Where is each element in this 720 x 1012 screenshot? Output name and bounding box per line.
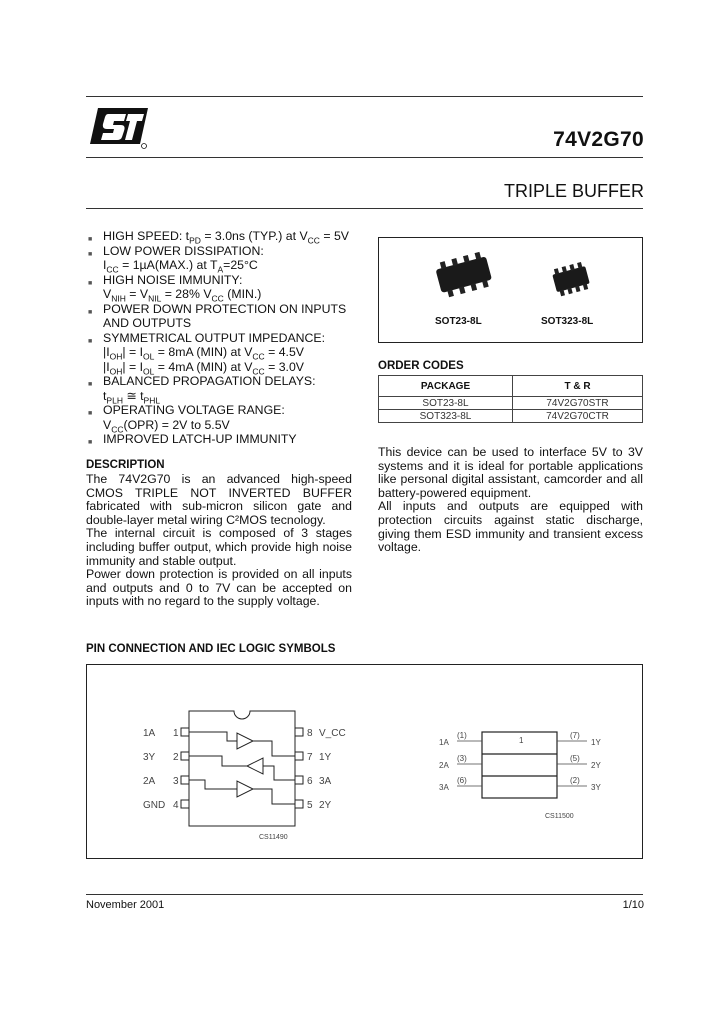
logic-input-2a: 2A [439, 761, 449, 770]
ic-outline [189, 711, 295, 826]
part-number: 74V2G70 [553, 128, 644, 151]
table-header-tr: T & R [513, 376, 643, 397]
pin-label-gnd: GND [143, 800, 166, 811]
logic-output-pin: (5) [570, 754, 580, 763]
wire [253, 789, 295, 804]
pin-label-1a: 1A [143, 728, 156, 739]
feature-item [86, 302, 358, 331]
order-codes-table [378, 375, 643, 423]
pin-box [181, 800, 189, 808]
buffer-2 [247, 758, 263, 774]
feature-line: SYMMETRICAL OUTPUT IMPEDANCE: [103, 330, 326, 345]
logic-input-1a: 1A [439, 738, 449, 747]
order-codes-title: ORDER CODES [378, 360, 464, 372]
application-paragraph: All inputs and outputs are equipped with protection circuits against static discharge, giving them ESD immunity and transient excess voltage. [378, 499, 643, 555]
pin-number-6: 6 [307, 776, 313, 787]
feature-line: POWER DOWN PROTECTION ON INPUTS [103, 301, 347, 316]
pin-label-3a: 3A [319, 776, 332, 787]
package-label-sot23: SOT23-8L [435, 316, 482, 327]
package-drawing [379, 238, 644, 344]
pin-label-2a: 2A [143, 776, 156, 787]
package-image-box [378, 237, 643, 343]
feature-item [86, 244, 358, 273]
header-rule [86, 157, 643, 158]
pin-box [181, 728, 189, 736]
description-paragraph: The internal circuit is composed of 3 stages including buffer output, which provide high noise immunity and stable output. [86, 526, 352, 568]
feature-line: $V_{NIH} = V_{NIL} = 28\%$ $V_{CC}$ (MIN.) [103, 287, 262, 304]
logic-code: CS11500 [545, 813, 574, 820]
logic-gate-label: 1 [519, 736, 524, 745]
feature-item [86, 331, 358, 375]
bullet-icon: ■ [88, 439, 93, 446]
feature-item [86, 273, 358, 302]
pin-box [295, 752, 303, 760]
wire [189, 780, 237, 789]
feature-line: HIGH NOISE IMMUNITY: [103, 272, 243, 287]
top-rule [86, 96, 643, 97]
page-subtitle: TRIPLE BUFFER [503, 181, 644, 201]
pin-connection-title: PIN CONNECTION AND IEC LOGIC SYMBOLS [86, 643, 336, 655]
bullet-icon: ■ [88, 381, 93, 388]
buffer-3 [237, 781, 253, 797]
pin-label-1y: 1Y [319, 752, 332, 763]
feature-item [86, 432, 358, 447]
table-header-package: PACKAGE [379, 376, 513, 397]
package-label-sot323: SOT323-8L [541, 316, 594, 327]
table-row [379, 397, 643, 410]
pin-label-2y: 2Y [319, 800, 332, 811]
feature-item [86, 374, 358, 403]
st-logo [86, 104, 148, 150]
logic-input-pin: (6) [457, 776, 467, 785]
feature-line: $t_{PLH}$ ≅ $t_{PHL}$ [103, 388, 161, 405]
wire [263, 766, 295, 780]
table-row [379, 410, 643, 423]
feature-line: $I_{CC} = 1\mu A(MAX.)$ at $T_A=25^\circ C$ [103, 258, 258, 275]
subtitle-rule [86, 208, 643, 209]
feature-line: LOW POWER DISSIPATION: [103, 243, 264, 258]
pin-box [181, 776, 189, 784]
description-body [86, 473, 352, 609]
bullet-icon: ■ [88, 308, 93, 316]
pinout-code: CS11490 [259, 834, 288, 841]
pin-diagram [87, 665, 644, 860]
logic-output-pin: (7) [570, 731, 580, 740]
bullet-icon: ■ [88, 279, 93, 287]
wire [189, 756, 247, 766]
table-cell: 74V2G70CTR [513, 410, 643, 423]
feature-line: IMPROVED LATCH-UP IMMUNITY [103, 432, 297, 446]
pin-diagram-box [86, 664, 643, 859]
logic-output-1y: 1Y [591, 738, 601, 747]
application-paragraph: This device can be used to interface 5V to 3V systems and it is ideal for portable applications like personal digital assistant, camcorder and all battery-powered equipment. [378, 445, 643, 500]
pin-number-3: 3 [173, 776, 179, 787]
feature-line: OPERATING VOLTAGE RANGE: [103, 403, 285, 417]
footer-date: November 2001 [86, 899, 165, 911]
wire [189, 732, 237, 741]
pin-box [295, 776, 303, 784]
pin-box [295, 728, 303, 736]
logic-output-2y: 2Y [591, 761, 601, 770]
bullet-icon: ■ [88, 337, 93, 345]
feature-line: HIGH SPEED: $t_{PD} = 3.0ns$ (TYP.) at $V_{CC} = 5V$ [103, 229, 350, 246]
pin-label-3y: 3Y [143, 752, 156, 763]
logic-input-pin: (3) [457, 754, 467, 763]
feature-item [86, 229, 358, 244]
description-paragraph: Power down protection is provided on all inputs and outputs and 0 to 7V can be accepted on inputs with no regard to the supply voltage. [86, 567, 352, 609]
logic-input-pin: (1) [457, 731, 467, 740]
buffer-1 [237, 733, 253, 749]
bullet-icon: ■ [88, 250, 93, 258]
feature-line: $|I_{OH}| = I_{OL} = 8mA$ (MIN) at $V_{CC} = 4.5V$ [103, 345, 304, 362]
pin-number-4: 4 [173, 800, 179, 811]
pin-number-5: 5 [307, 800, 313, 811]
feature-line: BALANCED PROPAGATION DELAYS: [103, 374, 316, 388]
logic-output-3y: 3Y [591, 783, 601, 792]
footer-rule [86, 894, 643, 895]
pin-box [295, 800, 303, 808]
feature-line: $|I_{OH}| = I_{OL} = 4mA$ (MIN) at $V_{CC} = 3.0V$ [103, 359, 304, 376]
feature-item [86, 403, 358, 432]
bullet-icon: ■ [88, 410, 93, 417]
pin-number-8: 8 [307, 728, 313, 739]
pin-number-2: 2 [173, 752, 179, 763]
application-text [378, 446, 643, 555]
pin-label-vcc: V_CC [319, 728, 346, 739]
table-cell: SOT323-8L [379, 410, 513, 423]
feature-line: AND OUTPUTS [103, 316, 192, 330]
pin-number-7: 7 [307, 752, 313, 763]
table-cell: 74V2G70STR [513, 397, 643, 410]
description-title: DESCRIPTION [86, 459, 165, 471]
table-cell: SOT23-8L [379, 397, 513, 410]
logic-output-pin: (2) [570, 776, 580, 785]
logic-input-3a: 3A [439, 783, 449, 792]
description-paragraph: The 74V2G70 is an advanced high-speed CMOS TRIPLE NOT INVERTED BUFFER fabricated with sub-micron silicon gate and double-layer metal wiring C²MOS tecnology. [86, 472, 352, 527]
pin-number-1: 1 [173, 728, 179, 739]
feature-line: $V_{CC}(OPR) = 2V$ to 5.5V [103, 417, 230, 434]
wire [253, 741, 295, 756]
bullet-icon: ■ [88, 236, 93, 243]
page-number: 1/10 [622, 899, 644, 911]
pin-box [181, 752, 189, 760]
feature-list [86, 229, 358, 447]
